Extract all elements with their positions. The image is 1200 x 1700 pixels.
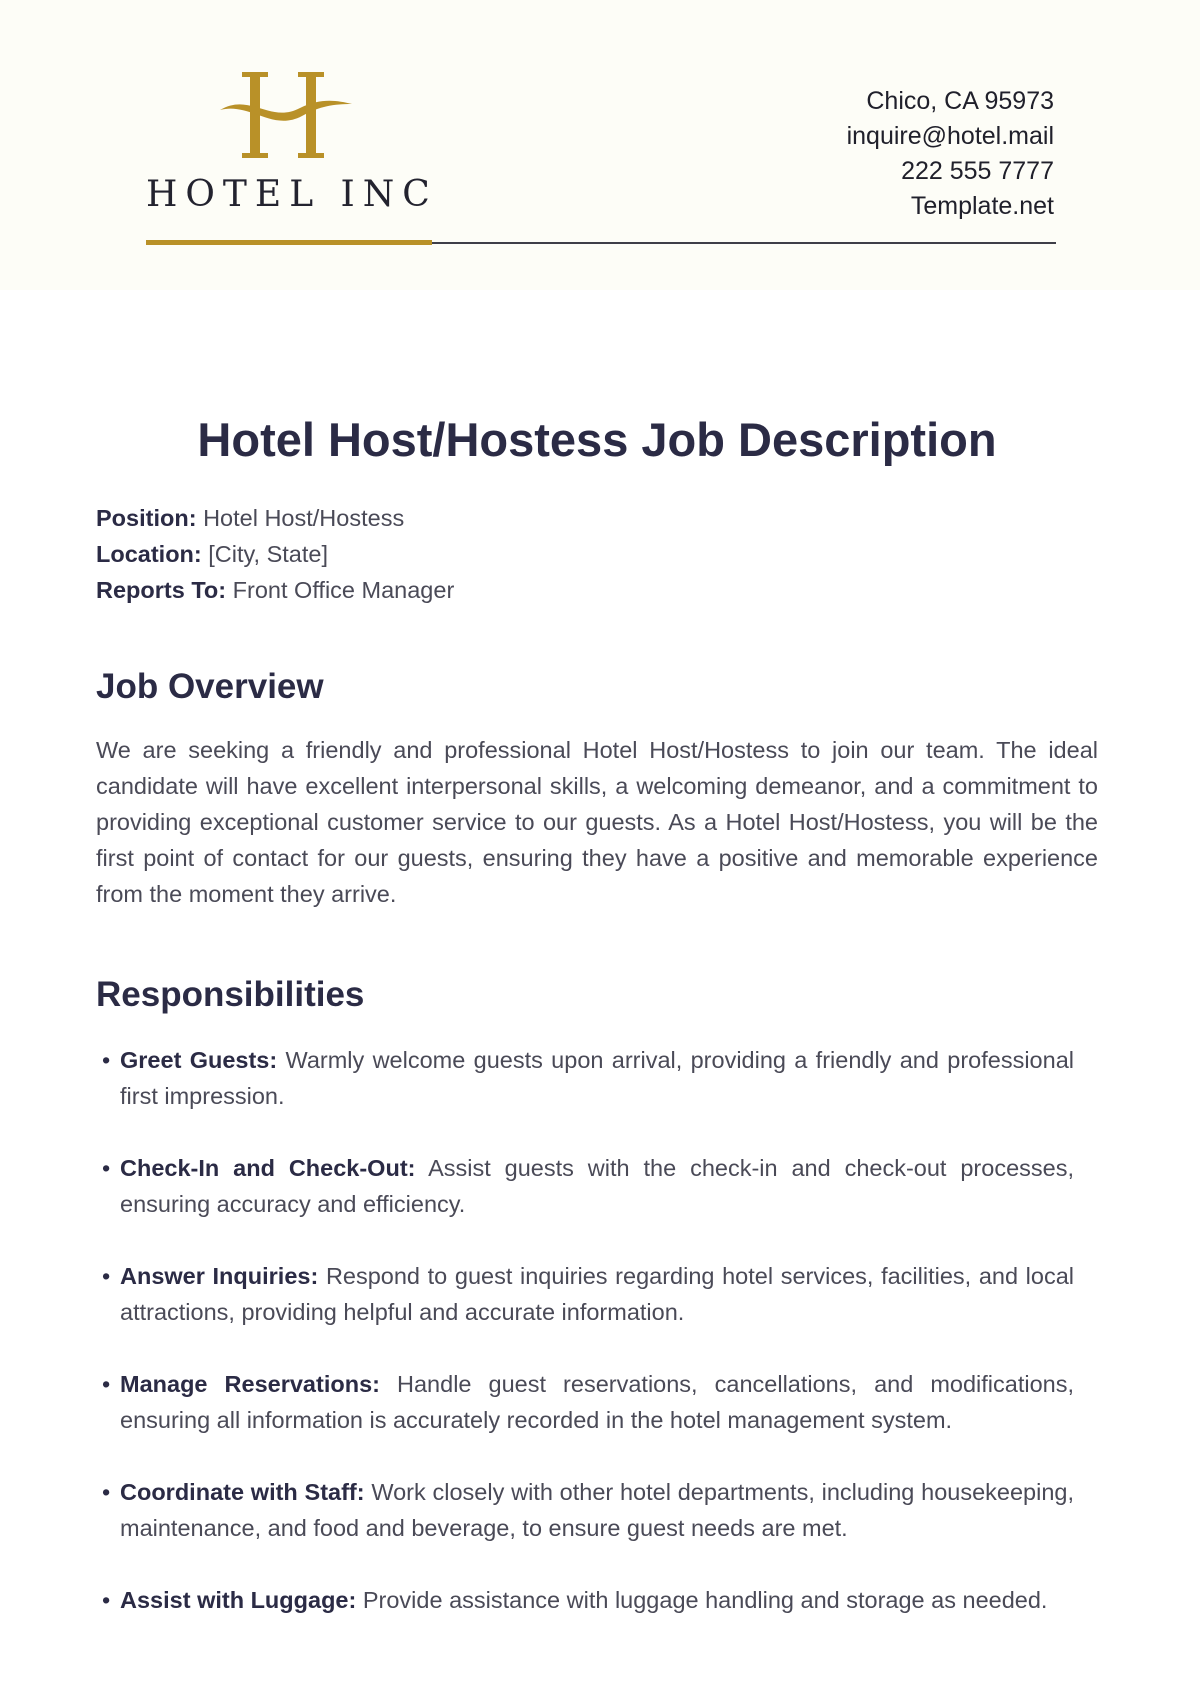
bullet-icon: • xyxy=(102,1479,111,1505)
meta-position-label: Position: xyxy=(96,505,197,531)
meta-location-label: Location: xyxy=(96,541,202,567)
responsibility-text: Work closely with other hotel departments, including housekeeping, maintenance, and food and beverage, to ensure guest needs are met. xyxy=(120,1479,1075,1541)
meta-position xyxy=(96,500,1098,536)
responsibility-text: Handle guest reservations, cancellations, and modifications, ensuring all information is accurately recorded in the hotel management system. xyxy=(120,1371,1074,1433)
responsibility-term: Greet Guests: xyxy=(120,1047,278,1073)
job-overview-text: We are seeking a friendly and professional Hotel Host/Hostess to join our team. The ideal candidate will have excellent interpersonal skills, a welcoming demeanor, and a commitment to providing exceptional customer service to our guests. As a Hotel Host/Hostess, you will be the first point of contact for our guests, ensuring they have a positive and memorable experience from the moment they arrive. xyxy=(96,737,1098,907)
bullet-icon: • xyxy=(102,1155,111,1181)
meta-position-value: Hotel Host/Hostess xyxy=(203,505,405,531)
header-rule xyxy=(432,242,1056,244)
responsibility-term: Assist with Luggage: xyxy=(120,1587,357,1613)
responsibility-item xyxy=(102,1042,1074,1114)
meta-location xyxy=(96,536,1098,572)
responsibility-term: Check-In and Check-Out: xyxy=(120,1155,416,1181)
responsibility-item xyxy=(102,1258,1074,1330)
contact-email[interactable]: inquire@hotel.mail xyxy=(846,122,1054,150)
responsibility-text: Respond to guest inquiries regarding hotel services, facilities, and local attractions, providing helpful and accurate information. xyxy=(120,1263,1074,1325)
meta-reports-to xyxy=(96,572,1098,608)
responsibility-text: Provide assistance with luggage handling and storage as needed. xyxy=(356,1587,1048,1613)
responsibilities-list xyxy=(96,1042,1074,1618)
document-title: Hotel Host/Hostess Job Description xyxy=(197,413,997,466)
bullet-icon: • xyxy=(102,1047,111,1073)
responsibility-item xyxy=(102,1474,1075,1546)
header-rule-accent xyxy=(146,240,432,245)
letterhead xyxy=(0,0,1200,290)
meta-reports-to-value: Front Office Manager xyxy=(232,577,455,603)
hotel-logo xyxy=(146,66,436,216)
hotel-h-monogram-icon xyxy=(216,66,354,166)
bullet-icon: • xyxy=(102,1263,111,1289)
bullet-icon: • xyxy=(102,1587,111,1613)
bullet-icon: • xyxy=(102,1371,111,1397)
responsibility-term: Coordinate with Staff: xyxy=(120,1479,365,1505)
logo-wordmark: HOTEL INC xyxy=(146,174,438,215)
job-meta xyxy=(96,500,1098,608)
responsibilities-heading: Responsibilities xyxy=(96,975,365,1014)
responsibility-item xyxy=(102,1150,1074,1222)
meta-reports-to-label: Reports To: xyxy=(96,577,227,603)
contact-website[interactable]: Template.net xyxy=(910,192,1054,220)
responsibility-term: Manage Reservations: xyxy=(120,1371,380,1397)
job-overview-heading: Job Overview xyxy=(96,667,324,706)
responsibility-text: Warmly welcome guests upon arrival, providing a friendly and professional first impression. xyxy=(120,1047,1074,1109)
contact-block xyxy=(694,84,1054,224)
responsibility-item xyxy=(102,1366,1074,1438)
responsibility-item xyxy=(102,1582,1074,1618)
responsibility-term: Answer Inquiries: xyxy=(120,1263,319,1289)
contact-address: Chico, CA 95973 xyxy=(866,87,1054,115)
document-body xyxy=(96,410,1098,1654)
meta-location-value: [City, State] xyxy=(208,541,328,567)
responsibility-text: Assist guests with the check-in and check-out processes, ensuring accuracy and efficiency. xyxy=(120,1155,1074,1217)
contact-phone: 222 555 7777 xyxy=(901,157,1054,185)
